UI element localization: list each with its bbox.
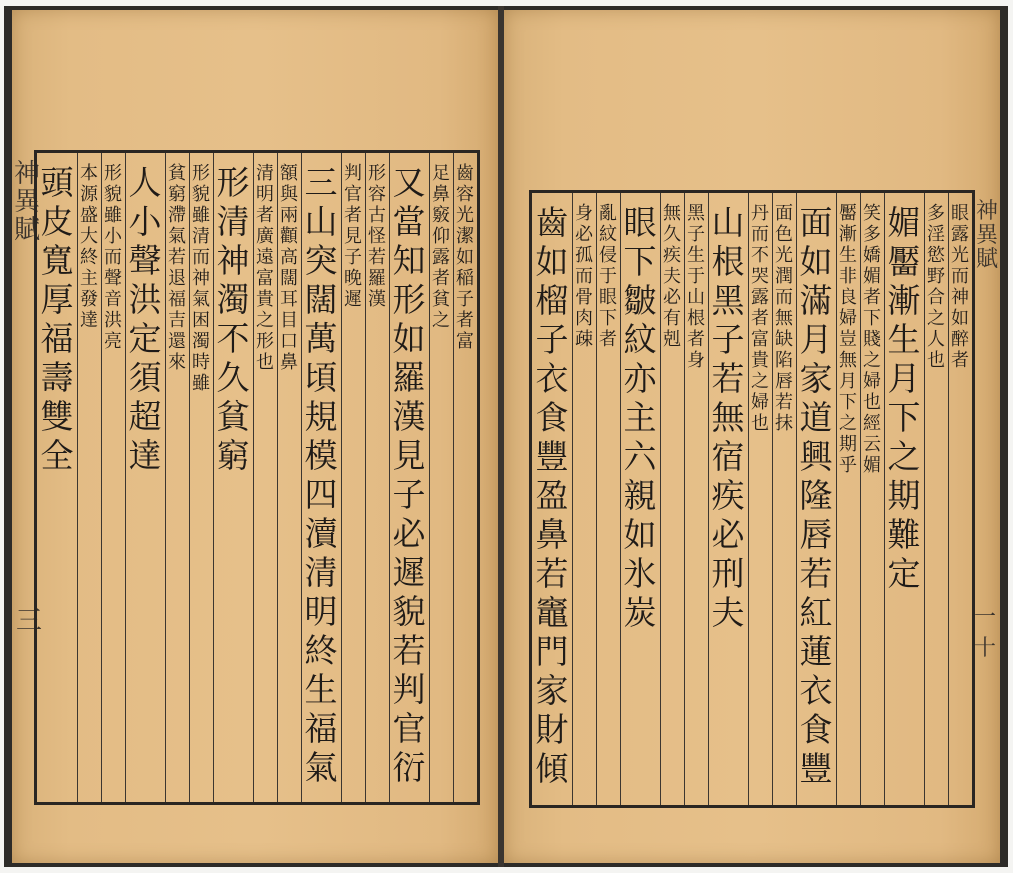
commentary-column: 本 源 盛 大 終 主 發 達 <box>80 163 98 331</box>
commentary-column: 多 淫 慾 野 合 之 人 也 <box>927 203 945 371</box>
commentary-column: 身 必 孤 而 骨 肉 疎 <box>575 203 593 350</box>
column-rule <box>77 153 78 802</box>
column-rule <box>189 153 190 802</box>
main-text-column: 齒 如 榴 子 衣 食 豐 盈 鼻 若 竈 門 家 財 傾 <box>535 203 569 788</box>
main-text-column: 媚 靨 漸 生 月 下 之 期 難 定 <box>887 203 921 593</box>
column-rule <box>277 153 278 802</box>
column-rule <box>453 153 454 802</box>
column-rule <box>684 193 685 805</box>
right-page <box>504 10 1000 863</box>
column-rule <box>341 153 342 802</box>
main-text-column: 眼 下 皺 紋 亦 主 六 親 如 氷 炭 <box>623 203 657 632</box>
commentary-column: 面 色 光 潤 而 無 缺 陷 唇 若 抹 <box>775 203 793 434</box>
column-rule <box>429 153 430 802</box>
column-rule <box>748 193 749 805</box>
main-text-column: 又 當 知 形 如 羅 漢 見 子 必 遲 貌 若 判 官 衍 <box>392 163 426 787</box>
commentary-column: 貧 窮 滯 氣 若 退 福 吉 還 來 <box>168 163 186 373</box>
commentary-column: 形 貌 雖 小 而 聲 音 洪 亮 <box>104 163 122 352</box>
commentary-column: 無 久 疾 夫 必 有 剋 <box>663 203 681 350</box>
right-frame <box>529 190 975 808</box>
commentary-column: 足 鼻 竅 仰 露 者 貧 之 <box>432 163 450 331</box>
main-text-column: 頭 皮 寬 厚 福 壽 雙 全 <box>40 163 74 475</box>
commentary-column: 齒 容 光 潔 如 稲 子 者 富 <box>456 163 474 352</box>
column-rule <box>213 153 214 802</box>
left-edge-title: 神 異 賦 <box>14 159 41 245</box>
column-rule <box>572 193 573 805</box>
commentary-column: 靨 漸 生 非 良 婦 豈 無 月 下 之 期 乎 <box>839 203 857 476</box>
column-rule <box>772 193 773 805</box>
column-rule <box>253 153 254 802</box>
main-text-column: 形 清 神 濁 不 久 貧 窮 <box>216 163 250 475</box>
right-edge-title: 神 異 賦 <box>976 199 999 272</box>
left-folio: 三 <box>16 606 43 636</box>
main-text-column: 面 如 滿 月 家 道 興 隆 唇 若 紅 蓮 衣 食 豐 <box>799 203 833 788</box>
column-rule <box>101 153 102 802</box>
column-rule <box>948 193 949 805</box>
commentary-column: 形 貌 雖 清 而 神 氣 困 濁 時 雖 <box>192 163 210 394</box>
commentary-column: 形 容 古 怪 若 羅 漢 <box>368 163 386 310</box>
open-book <box>4 6 1008 867</box>
column-rule <box>884 193 885 805</box>
column-rule <box>301 153 302 802</box>
commentary-column: 判 官 者 見 子 晚 遲 <box>344 163 362 310</box>
column-rule <box>389 153 390 802</box>
right-folio: 一十 <box>974 605 997 661</box>
column-rule <box>596 193 597 805</box>
commentary-column: 清 明 者 廣 遠 富 貴 之 形 也 <box>256 163 274 373</box>
main-text-column: 人 小 聲 洪 定 須 超 達 <box>128 163 162 475</box>
column-rule <box>796 193 797 805</box>
main-text-column: 山 根 黑 子 若 無 宿 疾 必 刑 夫 <box>711 203 745 632</box>
commentary-column: 丹 而 不 哭 露 者 富 貴 之 婦 也 <box>751 203 769 434</box>
column-rule <box>924 193 925 805</box>
commentary-column: 額 與 兩 顴 高 闊 耳 目 口 鼻 <box>280 163 298 373</box>
commentary-column: 眼 露 光 而 神 如 醉 者 <box>951 203 969 371</box>
commentary-column: 笑 多 嬌 媚 者 下 賤 之 婦 也 經 云 媚 <box>863 203 881 476</box>
commentary-column: 黑 子 生 于 山 根 者 身 <box>687 203 705 371</box>
column-rule <box>620 193 621 805</box>
left-page <box>12 10 498 863</box>
column-rule <box>165 153 166 802</box>
main-text-column: 三 山 突 闊 萬 頃 規 模 四 瀆 清 明 終 生 福 氣 <box>304 163 338 787</box>
column-rule <box>125 153 126 802</box>
column-rule <box>708 193 709 805</box>
column-rule <box>660 193 661 805</box>
left-frame <box>34 150 480 805</box>
column-rule <box>860 193 861 805</box>
column-rule <box>365 153 366 802</box>
column-rule <box>836 193 837 805</box>
commentary-column: 亂 紋 侵 于 眼 下 者 <box>599 203 617 350</box>
